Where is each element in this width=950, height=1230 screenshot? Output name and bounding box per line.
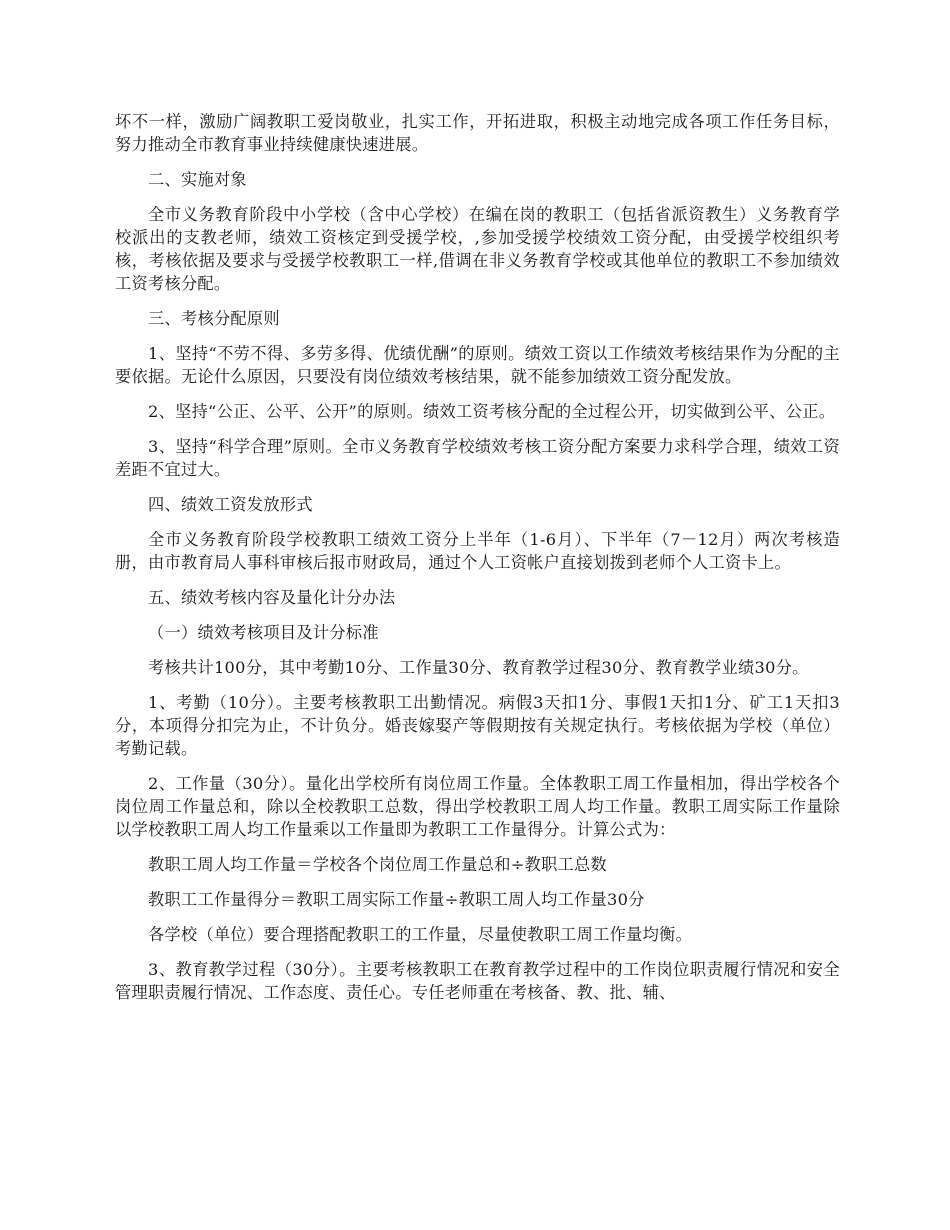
- paragraph: 全市义务教育阶段学校教职工绩效工资分上半年（1-6月）、下半年（7－12月）两次考核造册，由市教育局人事科审核后报市财政局，通过个人工资帐户直接划拨到老师个人工资卡上。: [115, 530, 840, 572]
- subsection-heading: （一）绩效考核项目及计分标准: [148, 623, 379, 642]
- section-heading: 五、绩效考核内容及量化计分办法: [148, 588, 396, 607]
- paragraph: 3、教育教学过程（30分）。主要考核教职工在教育教学过程中的工作岗位职责履行情况和安全管理职责履行情况、工作态度、责任心。专任老师重在考核备、教、批、辅、: [115, 960, 840, 1002]
- formula-line: 教职工周人均工作量＝学校各个岗位周工作量总和÷教职工总数: [148, 855, 608, 874]
- formula-line: 教职工工作量得分＝教职工周实际工作量÷教职工周人均工作量30分: [148, 890, 645, 909]
- paragraph: 1、坚持“不劳不得、多劳多得、优绩优酬”的原则。绩效工资以工作绩效考核结果作为分配的主要依据。无论什么原因，只要没有岗位绩效考核结果，就不能参加绩效工资分配发放。: [115, 344, 840, 386]
- paragraph: 3、坚持“科学合理”原则。全市义务教育学校绩效考核工资分配方案要力求科学合理，绩效工资差距不宜过大。: [115, 437, 840, 479]
- paragraph: 坏不一样，激励广阔教职工爱岗敬业，扎实工作，开拓进取，积极主动地完成各项工作任务目标，努力推动全市教育事业持续健康快速进展。: [115, 112, 840, 154]
- section-heading: 四、绩效工资发放形式: [148, 495, 313, 514]
- paragraph: 2、工作量（30分）。量化出学校所有岗位周工作量。全体教职工周工作量相加，得出学校各个岗位周工作量总和，除以全校教职工总数，得出学校教职工周人均工作量。教职工周实际工作量除以学校教职工周人均工作量乘以工作量即为教职工工作量得分。计算公式为：: [115, 774, 840, 839]
- document-body: [115, 110, 840, 1016]
- section-heading: 二、实施对象: [148, 170, 247, 189]
- paragraph: 2、坚持“公正、公平、公开”的原则。绩效工资考核分配的全过程公开，切实做到公平、公正。: [148, 402, 836, 421]
- paragraph: 考核共计100分，其中考勤10分、工作量30分、教育教学过程30分、教育教学业绩30分。: [148, 658, 809, 677]
- paragraph: 1、考勤（10分）。主要考核教职工出勤情况。病假3天扣1分、事假1天扣1分、矿工1天扣3分，本项得分扣完为止，不计负分。婚丧嫁娶产等假期按有关规定执行。考核依据为学校（单位）考勤记载。: [115, 693, 840, 758]
- paragraph: 各学校（单位）要合理搭配教职工的工作量，尽量使教职工周工作量均衡。: [148, 925, 693, 944]
- paragraph: 全市义务教育阶段中小学校（含中心学校）在编在岗的教职工（包括省派资教生）义务教育学校派出的支教老师，绩效工资核定到受援学校，,参加受援学校绩效工资分配，由受援学校组织考核，考核依据及要求与受援学校教职工一样,借调在非义务教育学校或其他单位的教职工不参加绩效工资考核分配。: [115, 205, 840, 293]
- section-heading: 三、考核分配原则: [148, 309, 280, 328]
